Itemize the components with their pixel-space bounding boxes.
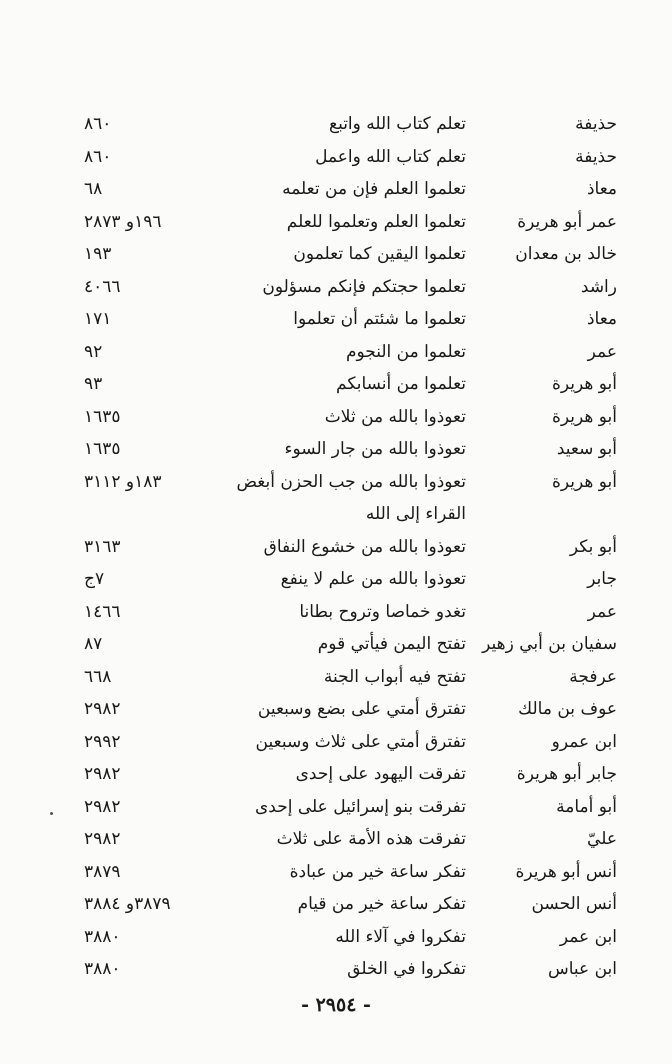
hadith-cell: تعلموا من النجوم	[345, 341, 466, 362]
table-row	[0, 890, 672, 923]
hadith-cell: تعوذوا بالله من خشوع النفاق	[263, 536, 466, 557]
narrator-cell: حذيفة	[575, 114, 617, 134]
hadith-cell: تعلموا العلم فإن من تعلمه	[282, 179, 466, 199]
hadith-cell: تغدو خماصا وتروح بطانا	[299, 601, 466, 622]
reference-number: ٨٧	[84, 634, 103, 654]
narrator-cell: أبو أمامة	[556, 796, 617, 817]
narrator-cell: عمر	[587, 341, 617, 362]
reference-number: ٢٩٩٢	[84, 731, 121, 752]
hadith-cell: تفتح فيه أبواب الجنة	[323, 666, 466, 687]
page-number: - ٢٩٥٤ -	[301, 994, 371, 1016]
narrator-cell: عليّ	[587, 829, 617, 849]
reference-cell	[84, 374, 204, 394]
hadith-cell: تفترق أمتي على بضع وسبعين	[257, 699, 466, 719]
reference-cell	[84, 829, 204, 849]
narrator-cell: ابن عمر	[559, 926, 617, 947]
narrator-cell: معاذ	[586, 179, 617, 199]
narrator-cell: أنس الحسن	[531, 894, 617, 914]
reference-number: ٣٨٨٠	[84, 959, 121, 979]
reference-cell	[84, 894, 204, 914]
hadith-cell: تفكروا في آلاء الله	[335, 926, 466, 947]
hadith-cell: تفكر ساعة خير من عبادة	[289, 861, 466, 882]
hadith-cell: تفرقت اليهود على إحدى	[295, 764, 466, 784]
table-row	[0, 565, 672, 598]
reference-number: ٨٦٠	[84, 146, 112, 167]
reference-number: ١٧١	[84, 309, 112, 329]
reference-cell	[84, 732, 204, 752]
reference-cell	[84, 114, 204, 134]
reference-cell	[84, 439, 204, 459]
reference-cell	[84, 634, 204, 654]
reference-cell	[84, 764, 204, 784]
table-row	[0, 208, 672, 241]
table-row	[0, 598, 672, 631]
narrator-cell: أنس أبو هريرة	[515, 861, 617, 882]
narrator-cell: معاذ	[586, 309, 617, 329]
reference-number: ١٦٣٥	[84, 439, 121, 459]
reference-number: ٨٦٠	[84, 114, 112, 134]
reference-number: ٤٠٦٦	[84, 276, 121, 297]
narrator-cell: عرفجة	[569, 666, 617, 687]
reference-number: ٦٨	[84, 179, 103, 199]
table-row	[0, 825, 672, 858]
reference-cell	[84, 309, 204, 329]
reference-cell	[84, 342, 204, 362]
table-row	[0, 500, 672, 533]
hadith-cell: تعوذوا بالله من علم لا ينفع	[280, 569, 466, 589]
narrator-cell: عمر أبو هريرة	[517, 211, 617, 232]
hadith-cell: تعوذوا بالله من ثلاث	[324, 406, 466, 427]
reference-cell	[84, 277, 204, 297]
narrator-cell: سفيان بن أبي زهير	[482, 634, 617, 654]
reference-number: ٣١٦٣	[84, 536, 121, 557]
reference-number: ٣٨٧٩و ٣٨٨٤	[84, 894, 171, 914]
reference-number: ٢٩٨٢	[84, 796, 121, 817]
reference-number: ٣٨٧٩	[84, 861, 121, 882]
hadith-cell: تفرقت هذه الأمة على ثلاث	[276, 829, 466, 849]
table-row	[0, 273, 672, 306]
reference-cell	[84, 504, 204, 524]
hadith-cell: تعلموا ما شئتم أن تعلموا	[293, 309, 466, 329]
reference-number: ٩٣	[84, 374, 103, 394]
reference-number: ٣٨٨٠	[84, 926, 121, 947]
narrator-cell: أبو هريرة	[551, 406, 617, 427]
table-row	[0, 110, 672, 143]
narrator-cell: أبو هريرة	[551, 374, 617, 394]
reference-cell	[84, 569, 204, 589]
reference-cell	[84, 212, 204, 232]
reference-cell	[84, 927, 204, 947]
reference-cell	[84, 667, 204, 687]
hadith-cell: تفرقت بنو إسرائيل على إحدى	[255, 796, 466, 817]
table-row	[0, 175, 672, 208]
narrator-cell: عوف بن مالك	[518, 699, 617, 719]
narrator-cell: أبو سعيد	[556, 439, 617, 459]
table-row	[0, 468, 672, 501]
reference-cell	[84, 959, 204, 979]
table-row	[0, 858, 672, 891]
narrator-cell: عمر	[587, 601, 617, 622]
hadith-cell: تفترق أمتي على ثلاث وسبعين	[255, 731, 466, 752]
reference-number: ٢٩٨٢	[84, 829, 121, 849]
reference-number: ٢٩٨٢	[84, 699, 121, 719]
reference-cell	[84, 179, 204, 199]
narrator-cell: حذيفة	[575, 146, 617, 167]
table-row	[0, 533, 672, 566]
reference-cell	[84, 602, 204, 622]
table-row	[0, 923, 672, 956]
index-table	[0, 110, 672, 988]
table-row	[0, 435, 672, 468]
reference-number: ٩٢	[84, 341, 103, 362]
reference-number: ١٩٦و ٢٨٧٣	[84, 211, 162, 232]
narrator-cell: أبو هريرة	[551, 471, 617, 492]
table-row	[0, 403, 672, 436]
hadith-cell: تعلموا العلم وتعلموا للعلم	[286, 211, 466, 232]
table-row	[0, 760, 672, 793]
narrator-cell: أبو بكر	[569, 536, 617, 557]
table-row	[0, 630, 672, 663]
reference-number: ١٤٦٦	[84, 601, 121, 622]
reference-cell	[84, 537, 204, 557]
hadith-cell: تعلم كتاب الله واتبع	[329, 114, 466, 134]
hadith-cell: تعوذوا بالله من جار السوء	[284, 439, 466, 459]
reference-cell	[84, 244, 204, 264]
reference-number: ١٩٣	[84, 244, 112, 264]
narrator-cell: راشد	[580, 276, 617, 297]
table-row	[0, 663, 672, 696]
table-row	[0, 143, 672, 176]
reference-number: ٧ج	[84, 569, 105, 589]
narrator-cell: جابر أبو هريرة	[516, 764, 617, 784]
table-row	[0, 370, 672, 403]
hadith-cell: تعلم كتاب الله واعمل	[315, 146, 466, 167]
reference-cell	[84, 472, 204, 492]
reference-number: ١٦٣٥	[84, 406, 121, 427]
hadith-cell: تفكروا في الخلق	[347, 959, 466, 979]
narrator-cell: ابن عباس	[547, 959, 617, 979]
reference-number: ٦٦٨	[84, 666, 112, 687]
hadith-cell: تعلموا من أنسابكم	[336, 374, 466, 394]
table-row	[0, 305, 672, 338]
table-row	[0, 695, 672, 728]
speck-mark	[50, 812, 53, 815]
narrator-cell: ابن عمرو	[551, 731, 617, 752]
hadith-cell: القراء إلى الله	[365, 504, 466, 524]
table-row	[0, 955, 672, 988]
reference-cell	[84, 797, 204, 817]
hadith-cell: تفكر ساعة خير من قيام	[297, 894, 466, 914]
reference-number: ٢٩٨٢	[84, 764, 121, 784]
table-row	[0, 338, 672, 371]
reference-cell	[84, 699, 204, 719]
reference-cell	[84, 407, 204, 427]
reference-cell	[84, 147, 204, 167]
hadith-cell: تعوذوا بالله من جب الحزن أبغض	[236, 471, 466, 492]
hadith-cell: تعلموا اليقين كما تعلمون	[293, 244, 466, 264]
reference-number: ١٨٣و ٣١١٢	[84, 471, 162, 492]
table-row	[0, 240, 672, 273]
reference-cell	[84, 862, 204, 882]
table-row	[0, 793, 672, 826]
narrator-cell: خالد بن معدان	[515, 244, 617, 264]
hadith-cell: تعلموا حجتكم فإنكم مسؤلون	[262, 276, 466, 297]
hadith-cell: تفتح اليمن فيأتي قوم	[317, 634, 466, 654]
table-row	[0, 728, 672, 761]
narrator-cell: جابر	[587, 569, 617, 589]
